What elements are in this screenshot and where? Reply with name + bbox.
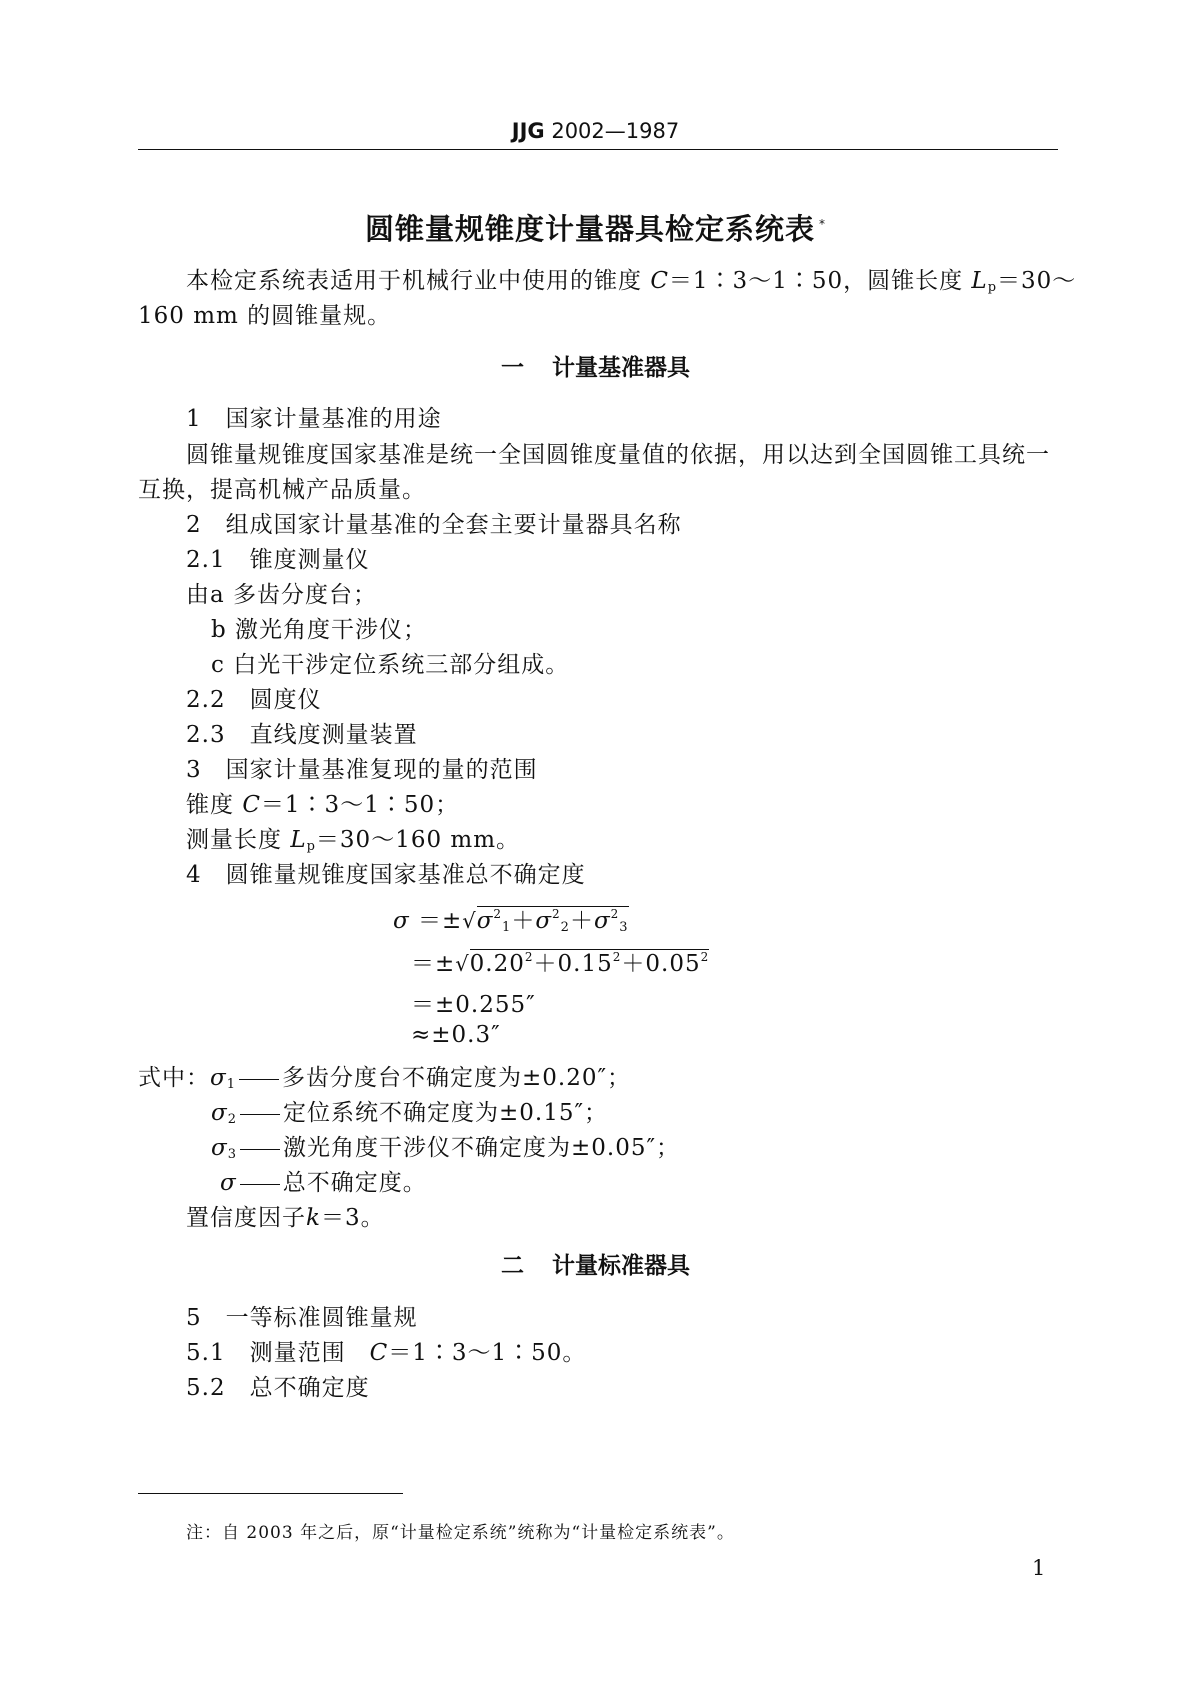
where-sym-4: σ — [220, 1170, 237, 1196]
item-1-text-b: 互换，提高机械产品质量。 — [138, 477, 426, 503]
formula-line-3: ＝±0.255″ — [411, 992, 536, 1018]
where-sym-2: σ — [211, 1100, 228, 1126]
range-taper — [186, 786, 459, 819]
where-text-1: 多齿分度台不确定度为±0.20″； — [281, 1065, 632, 1091]
range-taper-symbol: C — [242, 792, 261, 818]
item-2-1-a: 由a 多齿分度台； — [186, 582, 378, 608]
intro-c-value: ＝1∶3～1∶50，圆锥长度 — [668, 268, 964, 294]
intro-l-symbol: L — [971, 268, 988, 294]
formula-eq-pm-2: ＝± — [411, 951, 456, 977]
page-number: 1 — [1032, 1556, 1046, 1580]
item-5-heading: 5 一等标准圆锥量规 — [186, 1305, 418, 1331]
where-text-4: 总不确定度。 — [282, 1170, 427, 1196]
formula-sigma: σ — [393, 908, 410, 934]
range-length-symbol: L — [290, 827, 307, 853]
term-2: σ — [535, 908, 553, 934]
plus-2: ＋ — [569, 908, 594, 934]
where-label: 式中： — [138, 1065, 210, 1091]
plus-3: ＋ — [533, 951, 558, 977]
em-dash — [240, 1149, 280, 1150]
confidence-factor — [186, 1199, 385, 1232]
where-row-4 — [220, 1164, 427, 1197]
item-2-1-c: c 白光干涉定位系统三部分组成。 — [211, 652, 570, 678]
where-text-2: 定位系统不确定度为±0.15″； — [282, 1100, 609, 1126]
k-value: ＝3。 — [320, 1205, 385, 1231]
em-dash — [240, 1114, 280, 1115]
formula-line-4: ≈±0.3″ — [411, 1022, 501, 1048]
sqrt-icon: √ — [455, 952, 470, 976]
where-sym-3: σ — [211, 1135, 228, 1161]
item-5-1-label: 5.1 测量范围 — [186, 1340, 370, 1366]
term-1-sq: 2 — [493, 907, 503, 921]
term-1: σ — [476, 908, 494, 934]
value-3-sq: 2 — [700, 950, 710, 964]
item-5-1-symbol: C — [369, 1340, 389, 1366]
k-symbol: k — [306, 1205, 321, 1231]
header-number: 2002—1987 — [551, 119, 680, 143]
value-1: 0.20 — [469, 951, 525, 977]
term-1-sub: 1 — [502, 920, 512, 935]
item-3-heading: 3 国家计量基准复现的量的范围 — [186, 757, 538, 783]
formula-radicand — [477, 906, 629, 934]
section-1-heading — [0, 349, 1191, 382]
em-dash — [239, 1079, 279, 1080]
range-length-label: 测量长度 — [186, 827, 282, 853]
item-5-2: 5.2 总不确定度 — [186, 1375, 370, 1401]
plus-1: ＋ — [511, 908, 536, 934]
em-dash — [240, 1184, 280, 1185]
term-3: σ — [593, 908, 611, 934]
formula-radicand-2 — [470, 949, 710, 976]
where-sub-2: 2 — [227, 1112, 237, 1127]
section-1-number: 一 — [501, 355, 524, 381]
item-4-heading: 4 圆锥量规锥度国家基准总不确定度 — [186, 862, 586, 888]
where-row-2 — [211, 1094, 608, 1127]
range-taper-value: ＝1∶3～1∶50； — [260, 792, 460, 818]
item-5-1 — [186, 1334, 586, 1367]
value-1-sq: 2 — [524, 950, 534, 964]
plus-4: ＋ — [621, 951, 646, 977]
range-length-sub: p — [306, 839, 316, 854]
term-2-sub: 2 — [560, 920, 570, 935]
item-5-1-value: ＝1∶3～1∶50。 — [388, 1340, 587, 1366]
where-sym-1: σ — [210, 1065, 227, 1091]
item-1-text-a: 圆锥量规锥度国家基准是统一全国圆锥度量值的依据，用以达到全国圆锥工具统一 — [186, 442, 1050, 468]
value-3: 0.05 — [645, 951, 701, 977]
where-row-3 — [211, 1129, 680, 1162]
term-2-sq: 2 — [552, 907, 561, 921]
formula-line-2 — [411, 945, 709, 978]
range-length-value: ＝30～160 mm。 — [315, 827, 521, 853]
item-2-1: 2.1 锥度测量仪 — [186, 547, 370, 573]
item-2-1-b: b 激光角度干涉仪； — [211, 617, 428, 643]
item-2-heading: 2 组成国家计量基准的全套主要计量器具名称 — [186, 512, 682, 538]
footnote: 注：自 2003 年之后，原“计量检定系统”统称为“计量检定系统表”。 — [186, 1523, 735, 1543]
intro-line-2: 160 mm 的圆锥量规。 — [138, 303, 392, 329]
title-mark: * — [819, 217, 826, 232]
intro-text-a: 本检定系统表适用于机械行业中使用的锥度 — [186, 268, 642, 294]
value-2: 0.15 — [557, 951, 613, 977]
section-2-title: 计量标准器具 — [552, 1253, 690, 1279]
section-1-title: 计量基准器具 — [552, 355, 690, 381]
title-text: 圆锥量规锥度计量器具检定系统表 — [364, 212, 815, 246]
intro-line-1 — [186, 262, 1076, 295]
range-length — [186, 821, 520, 854]
term-3-sub: 3 — [619, 920, 629, 935]
formula-eq-pm: ＝± — [418, 908, 463, 934]
section-2-heading — [0, 1247, 1191, 1280]
k-label: 置信度因子 — [186, 1205, 306, 1231]
where-sub-3: 3 — [227, 1147, 237, 1162]
footnote-rule — [138, 1493, 403, 1494]
value-2-sq: 2 — [612, 950, 622, 964]
where-text-3: 激光角度干涉仪不确定度为±0.05″； — [282, 1135, 681, 1161]
item-2-2: 2.2 圆度仪 — [186, 687, 322, 713]
header-standard: JJG — [511, 119, 545, 143]
running-header — [0, 119, 1191, 143]
header-rule — [138, 149, 1058, 150]
item-1-heading: 1 国家计量基准的用途 — [186, 406, 442, 432]
section-2-number: 二 — [501, 1253, 524, 1279]
range-taper-label: 锥度 — [186, 792, 234, 818]
item-2-3: 2.3 直线度测量装置 — [186, 722, 418, 748]
sqrt-icon: √ — [462, 909, 477, 933]
where-row-1 — [138, 1059, 631, 1092]
intro-c-symbol: C — [650, 268, 669, 294]
term-3-sq: 2 — [610, 907, 620, 921]
page-title — [0, 207, 1191, 248]
formula-line-1 — [393, 902, 629, 935]
intro-l-sub: p — [987, 280, 998, 295]
where-sub-1: 1 — [226, 1077, 236, 1092]
intro-l-value: ＝30～ — [997, 268, 1077, 294]
